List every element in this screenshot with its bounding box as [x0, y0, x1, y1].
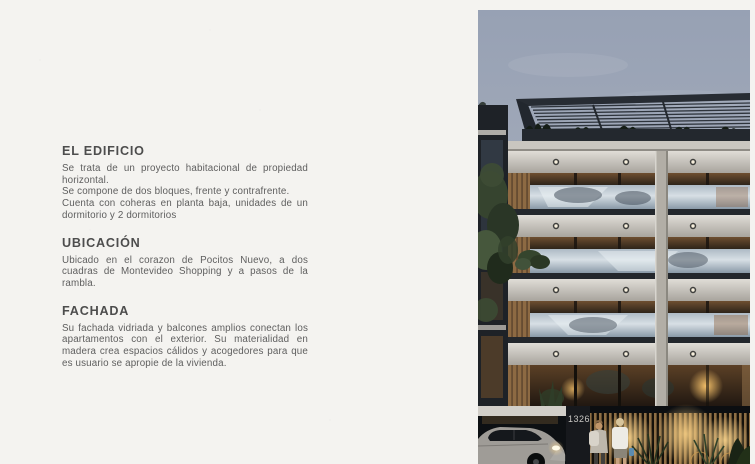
- facade-column: [655, 151, 668, 408]
- section-paragraph: Ubicado en el corazon de Pocitos Nuevo, a dos cuadras de Montevideo Shopping y a pasos de la rambla.: [62, 254, 308, 289]
- garage-soffit: [478, 406, 566, 416]
- section-title: UBICACIÓN: [62, 235, 141, 250]
- section-el-edificio: [62, 144, 308, 222]
- building-photo: [478, 10, 750, 464]
- section-title: FACHADA: [62, 303, 130, 318]
- address-sign: [566, 406, 590, 464]
- balcony-floors: [508, 151, 750, 412]
- section-ubicacion: [62, 236, 308, 290]
- address-number: 1326: [568, 414, 591, 424]
- text-panel: [62, 144, 308, 383]
- building-illustration: [478, 10, 750, 464]
- street-level: [478, 404, 750, 464]
- first-floor: [508, 343, 750, 412]
- section-fachada: [62, 304, 308, 370]
- section-paragraph: Su fachada vidriada y balcones amplios conectan los apartamentos con el exterior. Su materialidad en madera crea espacios cálidos y acogedores para que es usuario se apropie de la vivienda.: [62, 322, 308, 369]
- section-title: EL EDIFICIO: [62, 144, 145, 158]
- section-paragraph: Se trata de un proyecto habitacional de propiedad horizontal.: [62, 163, 308, 186]
- section-paragraph: Se compone de dos bloques, frente y contrafrente.: [62, 186, 290, 198]
- section-paragraph: Cuenta con coheras en planta baja, unidades de un dormitorio y 2 dormitorios: [62, 198, 308, 221]
